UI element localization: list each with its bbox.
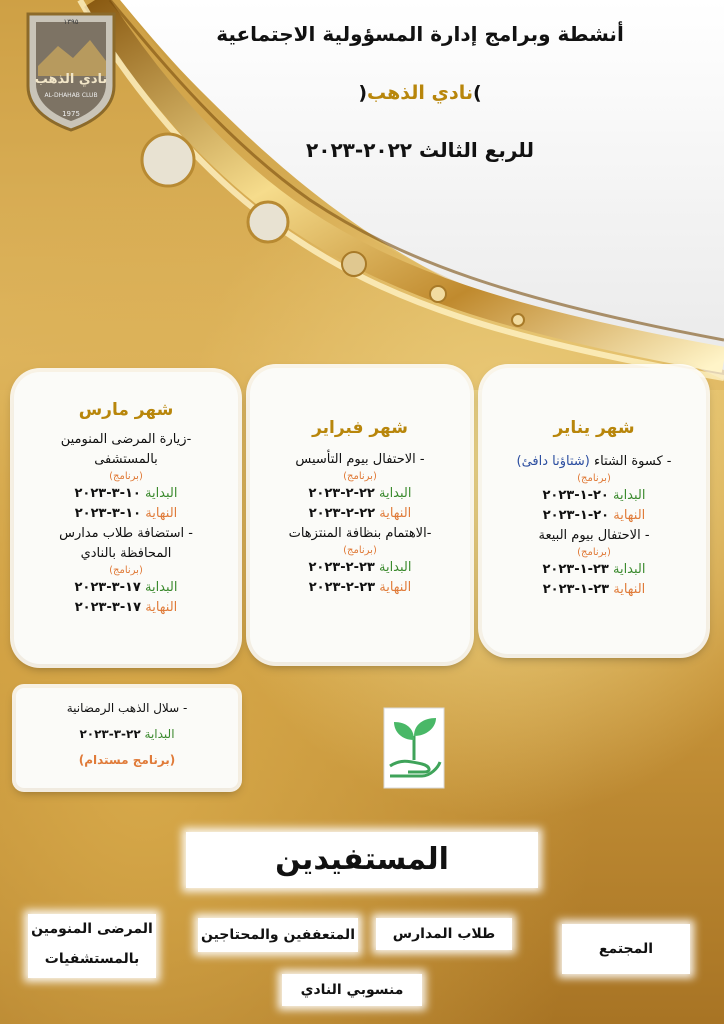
logo-text-en: AL-DHAHAB CLUB <box>44 92 98 99</box>
start-label: البداية <box>144 580 178 595</box>
program-tag: (برنامج) <box>577 547 611 558</box>
activity-name: - كسوة الشتاء <box>589 454 672 469</box>
month-card-march <box>14 372 238 664</box>
program-tag: (برنامج) <box>343 545 377 556</box>
beneficiary-community: المجتمع <box>562 924 690 974</box>
club-logo <box>18 6 124 132</box>
beneficiary-needy: المتعففين والمحتاجين <box>198 918 358 952</box>
end-date: ٢٣-٢-٢٠٢٣ <box>308 580 376 595</box>
club-name-title <box>300 82 540 104</box>
activity-name: -الاهتمام بنظافة المنتزهات <box>288 526 432 541</box>
end-date: ٢٠-١-٢٠٢٣ <box>542 508 610 523</box>
month-title: شهر مارس <box>78 400 174 420</box>
end-label: النهاية <box>613 582 646 597</box>
start-label: البداية <box>378 560 412 575</box>
beneficiary-patients-line2: بالمستشفيات <box>44 951 140 967</box>
quarter-title: للربع الثالث ٢٠٢٢-٢٠٢٣ <box>306 138 534 162</box>
start-date: ٢٣-٢-٢٠٢٣ <box>308 560 375 575</box>
activity-name-cont: المحافظة بالنادي <box>80 546 172 561</box>
beneficiary-patients <box>28 914 156 978</box>
end-date: ٢٣-١-٢٠٢٣ <box>542 582 610 597</box>
beneficiary-members: منسوبي النادي <box>282 974 422 1006</box>
start-date: ٢٢-٢-٢٠٢٣ <box>308 486 375 501</box>
title-paren-open: ) <box>472 82 482 104</box>
end-label: النهاية <box>379 580 412 595</box>
activity-name: - الاحتفال بيوم البيعة <box>538 528 650 543</box>
activity-name: - استضافة طلاب مدارس <box>59 526 193 541</box>
start-label: البداية <box>612 562 646 577</box>
month-title: شهر فبراير <box>312 418 408 438</box>
start-label: البداية <box>144 727 175 741</box>
month-title: شهر يناير <box>553 418 635 438</box>
program-tag: (برنامج) <box>577 473 611 484</box>
program-tag: (برنامج) <box>343 471 377 482</box>
logo-text: نادي الذهب <box>34 72 108 87</box>
month-card-february <box>250 368 470 662</box>
program-tag: (برنامج مستدام) <box>78 753 176 767</box>
end-label: النهاية <box>379 506 412 521</box>
end-date: ١٠-٣-٢٠٢٣ <box>74 506 142 521</box>
start-date: ٢٣-١-٢٠٢٣ <box>542 562 609 577</box>
end-date: ١٧-٣-٢٠٢٣ <box>74 600 142 615</box>
activity-name: - سلال الذهب الرمضانية <box>66 701 188 715</box>
end-label: النهاية <box>145 506 178 521</box>
activity-name: - الاحتفال بيوم التأسيس <box>295 452 425 467</box>
beneficiaries-title: المستفيدين <box>186 832 538 888</box>
month-card-january <box>482 368 706 654</box>
end-label: النهاية <box>145 600 178 615</box>
end-label: النهاية <box>613 508 646 523</box>
title-paren-close: ( <box>358 82 368 104</box>
ramadan-card <box>16 688 238 788</box>
start-date: ١٧-٣-٢٠٢٣ <box>74 580 141 595</box>
logo-year-top: ١٣٩٥ <box>63 18 79 26</box>
end-date: ٢٢-٢-٢٠٢٣ <box>308 506 376 521</box>
beneficiary-students: طلاب المدارس <box>376 918 512 950</box>
program-tag: (برنامج) <box>109 565 143 576</box>
start-label: البداية <box>612 488 646 503</box>
activity-name: -زيارة المرضى المنومين <box>60 432 192 447</box>
logo-year-bottom: 1975 <box>62 110 80 118</box>
activity-highlight: (شتاؤنا دافئ) <box>516 454 590 469</box>
activity-name-cont: بالمستشفى <box>94 452 158 467</box>
start-date: ٢٠-١-٢٠٢٣ <box>542 488 609 503</box>
start-label: البداية <box>144 486 178 501</box>
program-tag: (برنامج) <box>109 471 143 482</box>
start-label: البداية <box>378 486 412 501</box>
start-date: ٢٢-٣-٢٠٢٣ <box>79 727 141 741</box>
club-name: نادي الذهب <box>367 82 473 104</box>
page-title: أنشطة وبرامج إدارة المسؤولية الاجتماعية <box>216 22 624 46</box>
beneficiary-patients-line1: المرضى المنومين <box>31 921 153 937</box>
plant-hand-icon <box>382 706 446 790</box>
start-date: ١٠-٣-٢٠٢٣ <box>74 486 141 501</box>
